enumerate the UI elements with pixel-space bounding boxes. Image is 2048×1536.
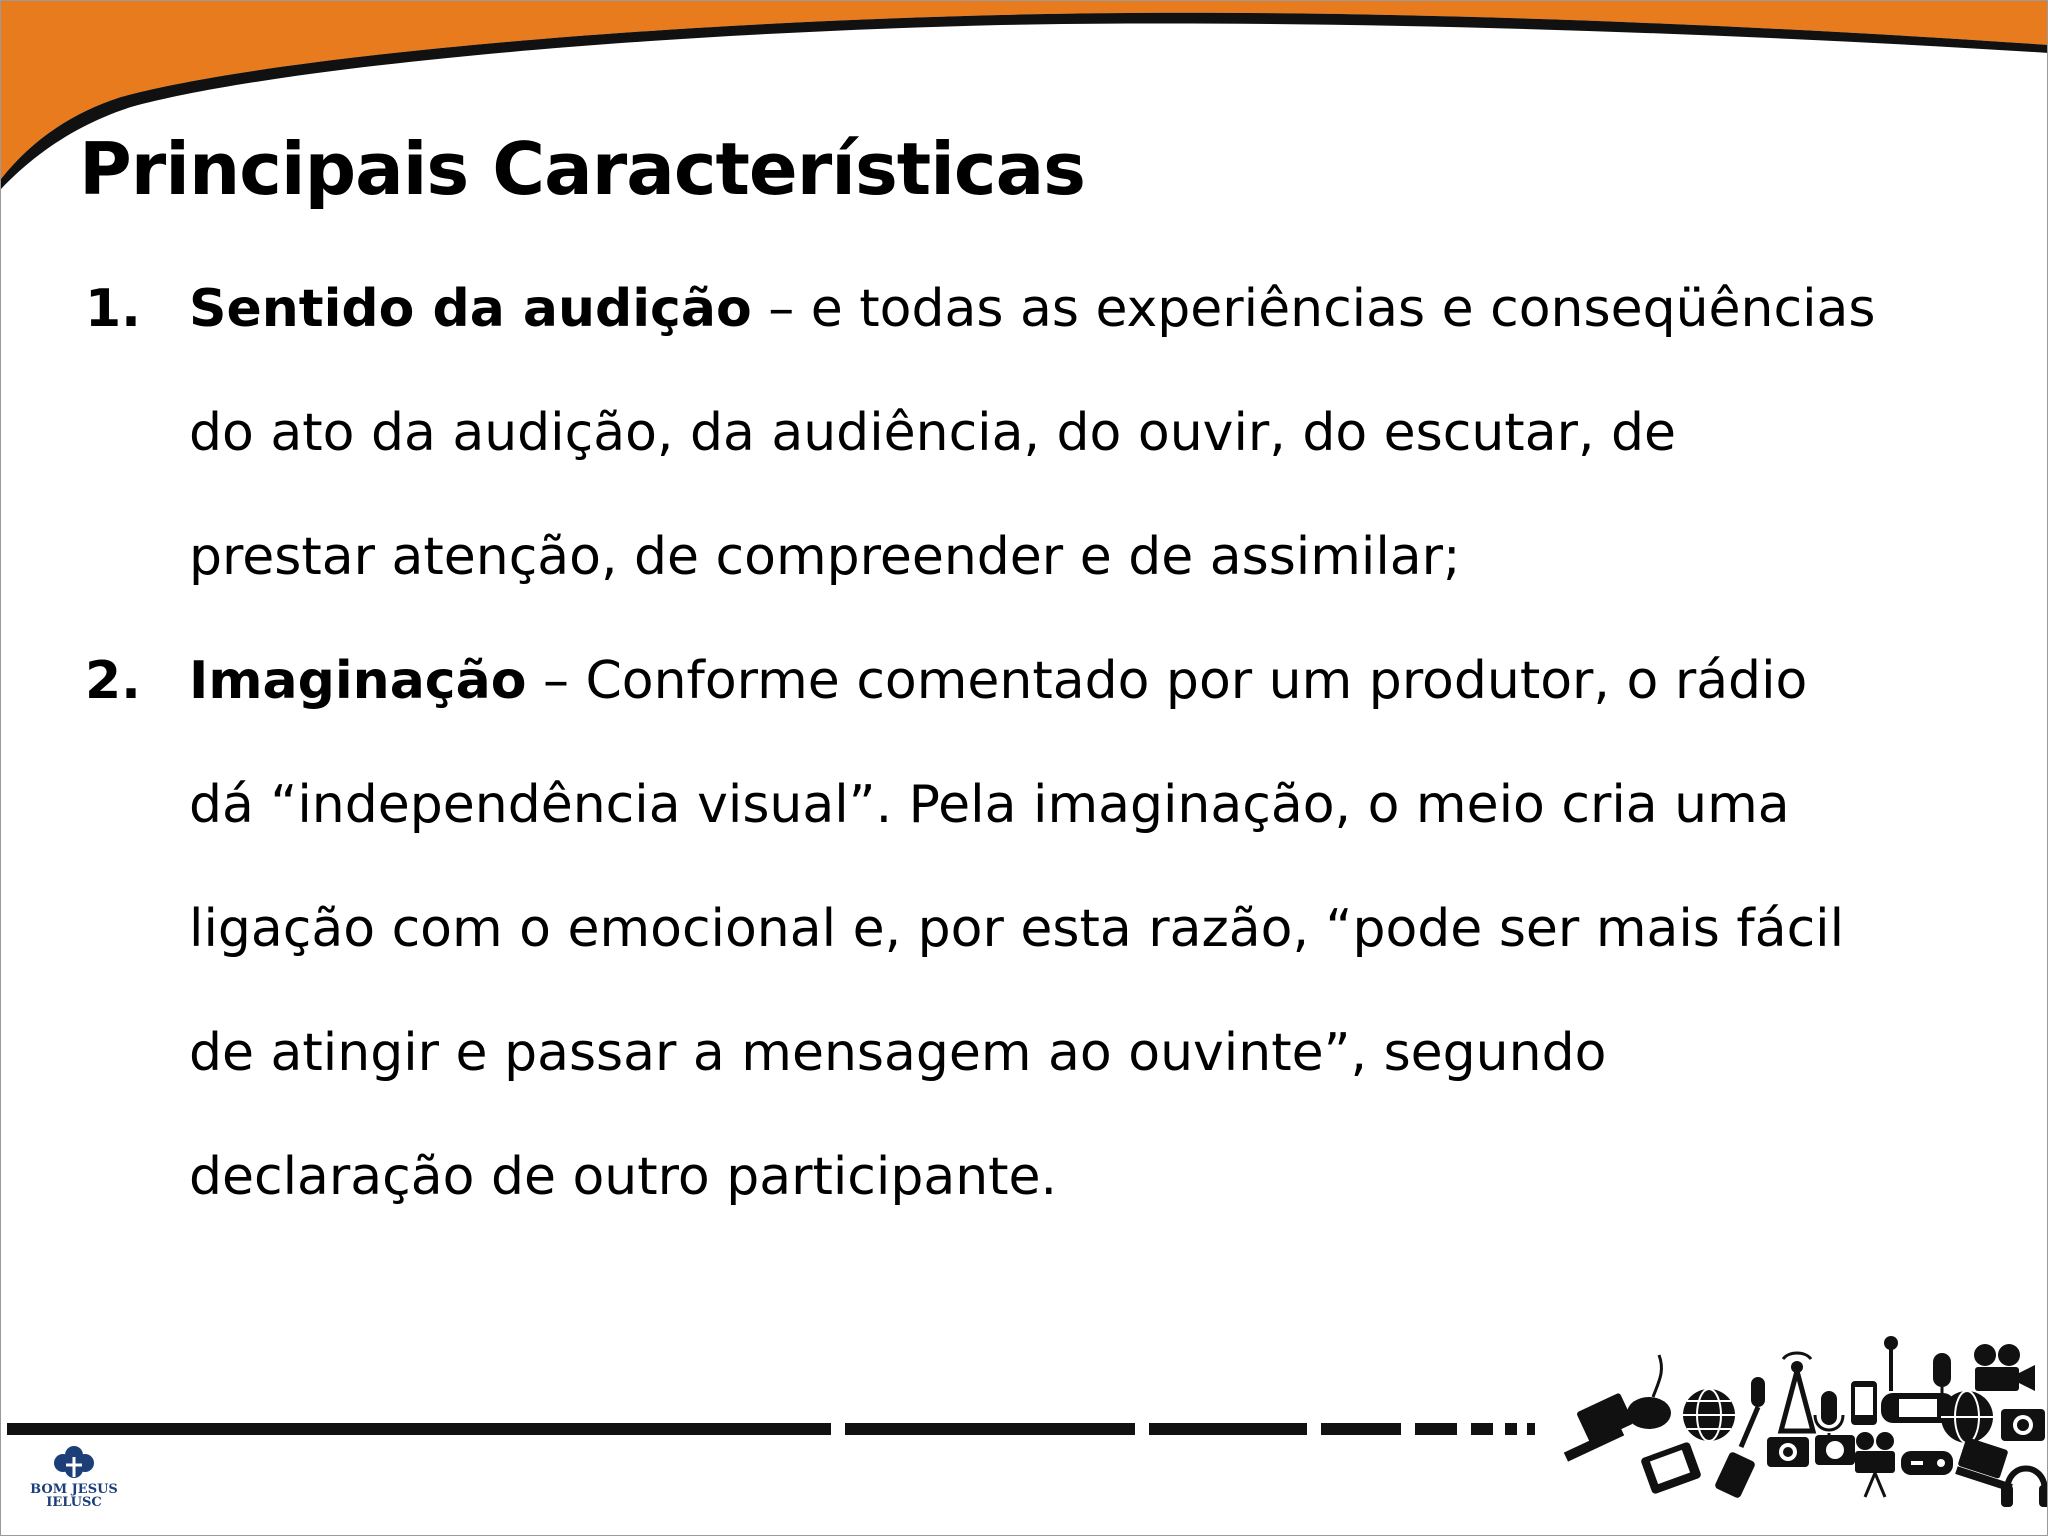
film-camera-icon [1855, 1432, 1895, 1497]
item-number: 1. [85, 279, 141, 339]
bom-jesus-ielusc-logo [29, 1443, 119, 1533]
slide-title: Principais Características [79, 127, 1086, 211]
camera-icon [2001, 1409, 2045, 1441]
microphone-icon [1741, 1377, 1765, 1447]
laptop-icon [1955, 1437, 2013, 1492]
camera-icon [1767, 1437, 1809, 1467]
media-icons-cluster [1541, 1331, 2048, 1536]
item-text: – Conforme comentado por um produtor, o rádio [526, 651, 1808, 711]
item-line: declaração de outro participante. [189, 1147, 1058, 1207]
characteristics-list [85, 247, 1965, 1239]
item-heading: Sentido da audição [189, 279, 752, 339]
phone-icon [1714, 1451, 1756, 1499]
logo-line-1: BOM JESUS [30, 1482, 118, 1497]
logo-emblem [50, 1443, 98, 1483]
item-line: prestar atenção, de compreender e de assimilar; [189, 527, 1461, 587]
camera-icon [1815, 1435, 1855, 1465]
tv-icon [1640, 1441, 1702, 1494]
list-item [85, 619, 1965, 1239]
item-line: dá “independência visual”. Pela imaginação, o meio cria uma [189, 775, 1790, 835]
film-camera-icon [1974, 1344, 2035, 1391]
item-line [189, 619, 1965, 743]
radio-tower-icon [1781, 1353, 1813, 1431]
game-controller-icon [1901, 1451, 1953, 1475]
footer-dashed-line [1, 1421, 1541, 1437]
laptop-icon [1564, 1392, 1634, 1461]
item-number: 2. [85, 651, 141, 711]
item-line: de atingir e passar a mensagem ao ouvinte”, segundo [189, 1023, 1607, 1083]
headphones-icon [2001, 1469, 2048, 1508]
item-line: ligação com o emocional e, por esta razão, “pode ser mais fácil [189, 899, 1845, 959]
globe-icon [1941, 1391, 1993, 1443]
phone-icon [1851, 1381, 1877, 1425]
item-text: – e todas as experiências e conseqüências [751, 279, 1876, 339]
item-heading: Imaginação [189, 651, 527, 711]
list-item [85, 247, 1965, 619]
item-line: do ato da audição, da audiência, do ouvir, do escutar, de [189, 403, 1677, 463]
logo-line-2: IELUSC [46, 1495, 102, 1510]
globe-icon [1683, 1389, 1735, 1441]
item-line [189, 247, 1965, 371]
mouse-icon [1627, 1355, 1671, 1429]
